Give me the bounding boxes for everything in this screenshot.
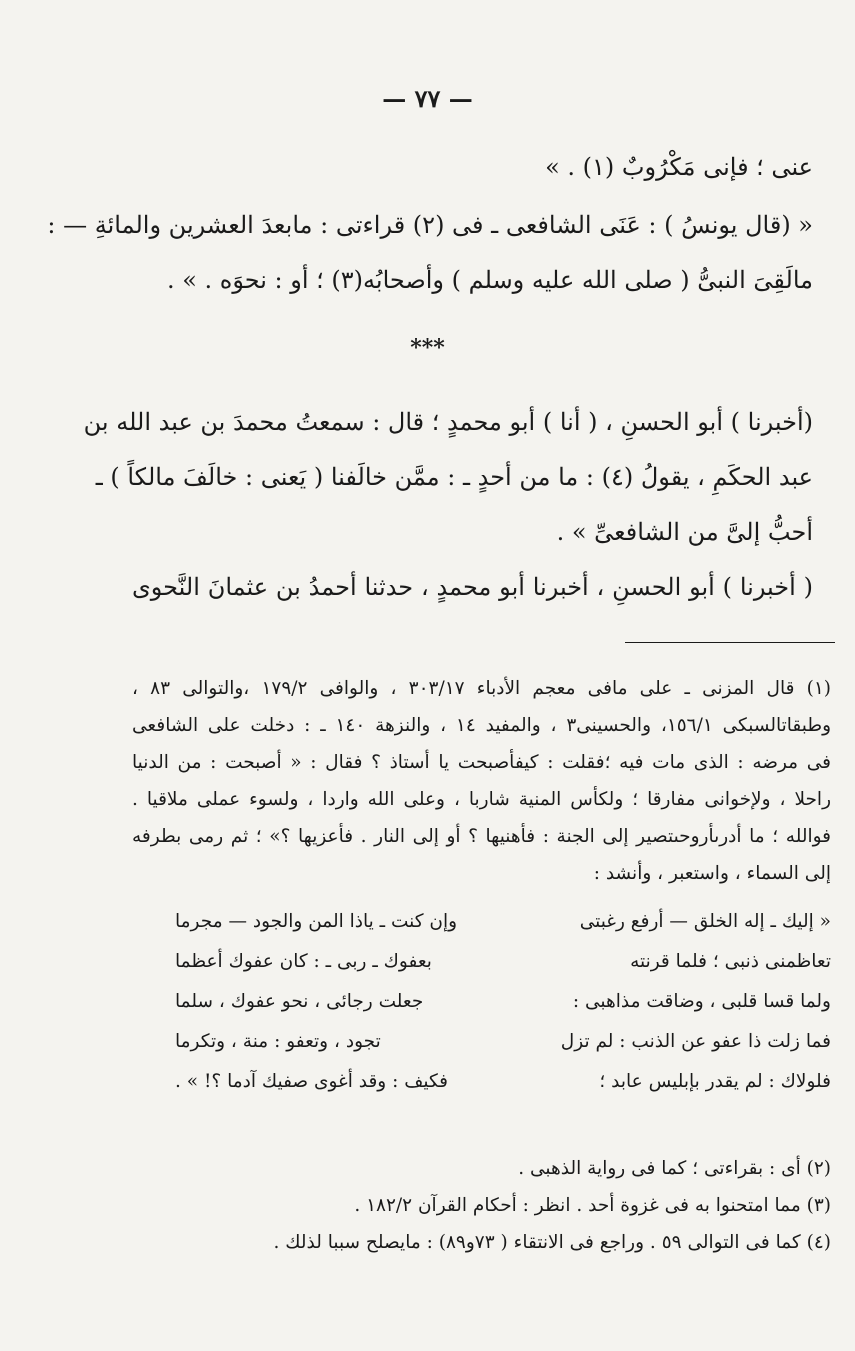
- body-line: عنى ؛ فإنى مَكْرُوبٌ (١) . »: [545, 153, 813, 181]
- footnote-2: (٢) أى : بقراءتى ؛ كما فى رواية الذهبى .: [518, 1158, 831, 1179]
- footnote-4: (٤) كما فى التوالى ٥٩ . وراجع فى الانتقاء ( ٧٣و٨٩) : مايصلح سببا لذلك .: [273, 1232, 831, 1253]
- footnote-line: فى مرضه : الذى مات فيه ؛فقلت : كيفأصبحت يا أستاذ ؟ فقال : « أصبحت : من الدنيا: [132, 752, 831, 773]
- page-number: — ٧٧ —: [382, 84, 473, 113]
- body-line: « (قال يونسُ ) : عَنَى الشافعى ـ فى (٢) قراءتى : مابعدَ العشرين والمائةِ — :: [47, 211, 813, 239]
- footnote-line: فوالله ؛ ما أدرىأروحىتصير إلى الجنة : فأهنيها ؟ أو إلى النار . فأعزيها ؟» ؛ ثم رمى بطرفه: [132, 826, 831, 847]
- verse-second-hemistich: بعفوك ـ ربى ـ : كان عفوك أعظما: [175, 951, 432, 972]
- footnote-line: (١) قال المزنى ـ على مافى معجم الأدباء ٣٠٣/١٧ ، والوافى ١٧٩/٢ ،والتوالى ٨٣ ،: [132, 678, 831, 699]
- body-line: ( أخبرنا ) أبو الحسنِ ، أخبرنا أبو محمدٍ ، حدثنا أحمدُ بن عثمانَ النَّحوى: [132, 573, 813, 601]
- footnote-divider: [625, 642, 835, 643]
- body-line: (أخبرنا ) أبو الحسنِ ، ( أنا ) أبو محمدٍ ؛ قال : سمعتُ محمدَ بن عبد الله بن: [83, 408, 813, 436]
- footnote-3: (٣) مما امتحنوا به فى غزوة أحد . انظر : أحكام القرآن ١٨٢/٢ .: [354, 1195, 831, 1216]
- poem-verse: [175, 1068, 831, 1096]
- verse-first-hemistich: ولما قسا قلبى ، وضاقت مذاهبى :: [572, 991, 831, 1012]
- verse-first-hemistich: فما زلت ذا عفو عن الذنب : لم تزل: [560, 1031, 831, 1052]
- verse-first-hemistich: « إليك ـ إله الخلق — أرفع رغبتى: [579, 911, 831, 932]
- footnote-line: إلى السماء ، واستعبر ، وأنشد :: [593, 863, 831, 884]
- verse-first-hemistich: تعاظمنى ذنبى ؛ فلما قرنته: [630, 951, 831, 972]
- body-line: مالَقِىَ النبىُّ ( صلى الله عليه وسلم ) وأصحابُه(٣) ؛ أو : نحوَه . » .: [166, 266, 813, 294]
- body-line: أحبُّ إلىَّ من الشافعىِّ » .: [556, 518, 813, 546]
- verse-second-hemistich: وإن كنت ـ ياذا المن والجود — مجرما: [175, 911, 458, 932]
- verse-second-hemistich: جعلت رجائى ، نحو عفوك ، سلما: [175, 991, 424, 1012]
- poem-verse: [175, 948, 831, 976]
- footnote-line: وطبقاتالسبكى ١٥٦/١، والحسينى٣ ، والمفيد ١٤ ، والنزهة ١٤٠ ـ : دخلت على الشافعى: [132, 715, 832, 736]
- body-line: عبد الحكَمِ ، يقولُ (٤) : ما من أحدٍ ـ : ممَّن خالَفنا ( يَعنى : خالَفَ مالكاً ) ـ: [95, 463, 813, 491]
- poem-verse: [175, 1028, 831, 1056]
- poem-verse: [175, 908, 831, 936]
- verse-first-hemistich: فلولاك : لم يقدر بإبليس عابد ؛: [599, 1071, 831, 1092]
- verse-second-hemistich: تجود ، وتعفو : منة ، وتكرما: [175, 1031, 381, 1052]
- poem-verse: [175, 988, 831, 1016]
- section-separator: ***: [410, 335, 445, 361]
- footnote-line: راحلا ، ولإخوانى مفارقا ؛ ولكأس المنية شاربا ، وعلى الله واردا ، ولسوء عملى ملاقيا .: [132, 789, 831, 810]
- verse-second-hemistich: فكيف : وقد أغوى صفيك آدما ؟! » .: [175, 1071, 449, 1092]
